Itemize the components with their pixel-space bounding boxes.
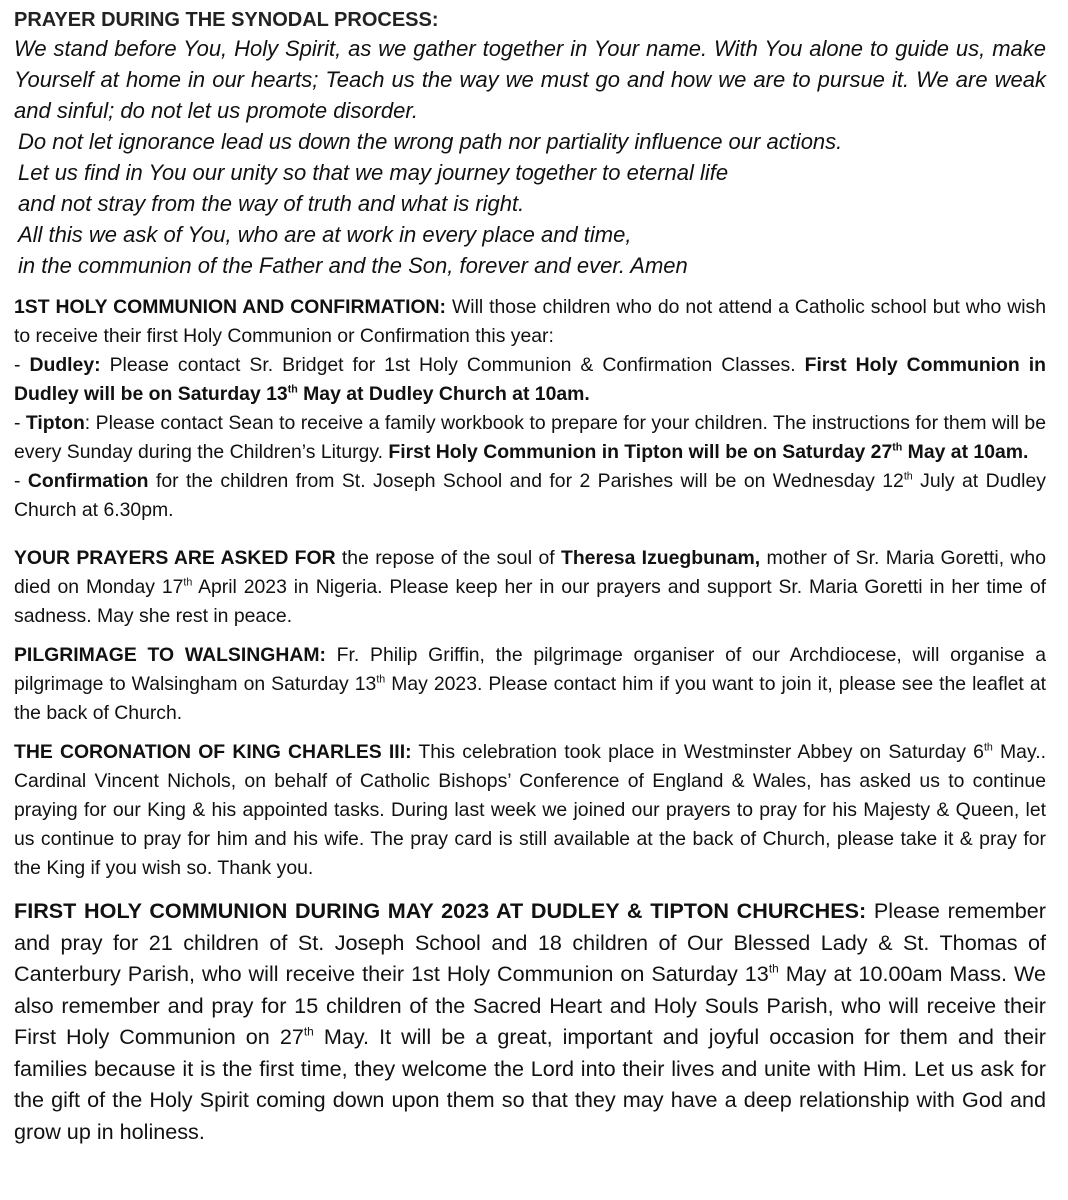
prayer-line: Let us find in You our unity so that we may journey together to eternal life (18, 160, 729, 185)
prayer-line: and not stray from the way of truth and what is right. (18, 191, 525, 216)
synodal-prayer-section (14, 8, 1046, 281)
pilgrimage-heading: PILGRIMAGE TO WALSINGHAM: (14, 644, 326, 666)
communion-confirmation-section (14, 293, 1046, 525)
coronation-heading: THE CORONATION OF KING CHARLES III: (14, 741, 412, 763)
communion-intro: 1ST HOLY COMMUNION AND CONFIRMATION: Will those children who do not attend a Catholic school but who wish to receive their first Holy Communion or Confirmation this year: (14, 296, 1046, 347)
tipton-label: Tipton (25, 412, 85, 434)
communion-heading: 1ST HOLY COMMUNION AND CONFIRMATION: (14, 296, 447, 318)
confirmation-label: Confirmation (27, 470, 149, 492)
confirmation-item: - Confirmation for the children from St. Joseph School and for 2 Parishes will be on Wednesday 12th July at Dudley Church at 6.30pm. (14, 470, 1046, 521)
tipton-item: - Tipton: Please contact Sean to receive a family workbook to prepare for your children. The instructions for them will be every Sunday during the Children’s Liturgy. First Holy Communion in Tipton will be on Saturday 27th May at 10am. (14, 412, 1046, 463)
synodal-prayer-heading: PRAYER DURING THE SYNODAL PROCESS: (14, 9, 439, 31)
first-communion-may-heading: FIRST HOLY COMMUNION DURING MAY 2023 AT DUDLEY & TIPTON CHURCHES: (14, 898, 867, 923)
prayers-asked-heading: YOUR PRAYERS ARE ASKED FOR (14, 547, 336, 569)
prayer-line: in the communion of the Father and the Son, forever and ever. Amen (18, 253, 688, 278)
dudley-item: - Dudley: Please contact Sr. Bridget for 1st Holy Communion & Confirmation Classes. First Holy Communion in Dudley will be on Saturday 13th May at Dudley Church at 10am. (14, 354, 1046, 405)
prayer-line: Do not let ignorance lead us down the wrong path nor partiality influence our actions. (18, 129, 843, 154)
pilgrimage-paragraph: PILGRIMAGE TO WALSINGHAM: Fr. Philip Griffin, the pilgrimage organiser of our Archdiocese, will organise a pilgrimage to Walsingham on Saturday 13th May 2023. Please contact him if you want to join it, please see the leaflet at the back of Church. (14, 644, 1047, 724)
first-communion-may-paragraph: FIRST HOLY COMMUNION DURING MAY 2023 AT DUDLEY & TIPTON CHURCHES: Please remember and pray for 21 children of St. Joseph School and 18 children of Our Blessed Lady & St. Thomas of Canterbury Parish, who will receive their 1st Holy Communion on Saturday 13th May at 10.00am Mass. We also remember and pray for 15 children of the Sacred Heart and Holy Souls Parish, who will receive their First Holy Communion on 27th May. It will be a great, important and joyful occasion for them and their families because it is the first time, they welcome the Lord into their lives and unite with Him. Let us ask for the gift of the Holy Spirit coming down upon them so that they may have a deep relationship with God and grow up in holiness. (14, 898, 1046, 1144)
synodal-prayer-text (14, 33, 1046, 281)
dudley-label: Dudley: (29, 354, 101, 376)
prayer-first-paragraph: We stand before You, Holy Spirit, as we gather together in Your name. With You alone to guide us, make Yourself at home in our hearts; Teach us the way we must go and how we are to pursue it. We are weak and sinful; do not let us promote disorder. (14, 36, 1046, 123)
deceased-name: Theresa Izuegbunam, (560, 547, 761, 569)
coronation-paragraph: THE CORONATION OF KING CHARLES III: This celebration took place in Westminster Abbey on Saturday 6th May.. Cardinal Vincent Nichols, on behalf of Catholic Bishops’ Conference of England & Wales, has asked us to continue praying for our King & his appointed tasks. During last week we joined our prayers to pray for his Majesty & Queen, let us continue to pray for him and his wife. The pray card is still available at the back of Church, please take it & pray for the King if you wish so. Thank you. (14, 741, 1047, 879)
prayers-asked-paragraph: YOUR PRAYERS ARE ASKED FOR the repose of the soul of Theresa Izuegbunam, mother of Sr. Maria Goretti, who died on Monday 17th April 2023 in Nigeria. Please keep her in our prayers and support Sr. Maria Goretti in her time of sadness. May she rest in peace. (14, 547, 1046, 627)
prayer-line: All this we ask of You, who are at work in every place and time, (18, 222, 632, 247)
